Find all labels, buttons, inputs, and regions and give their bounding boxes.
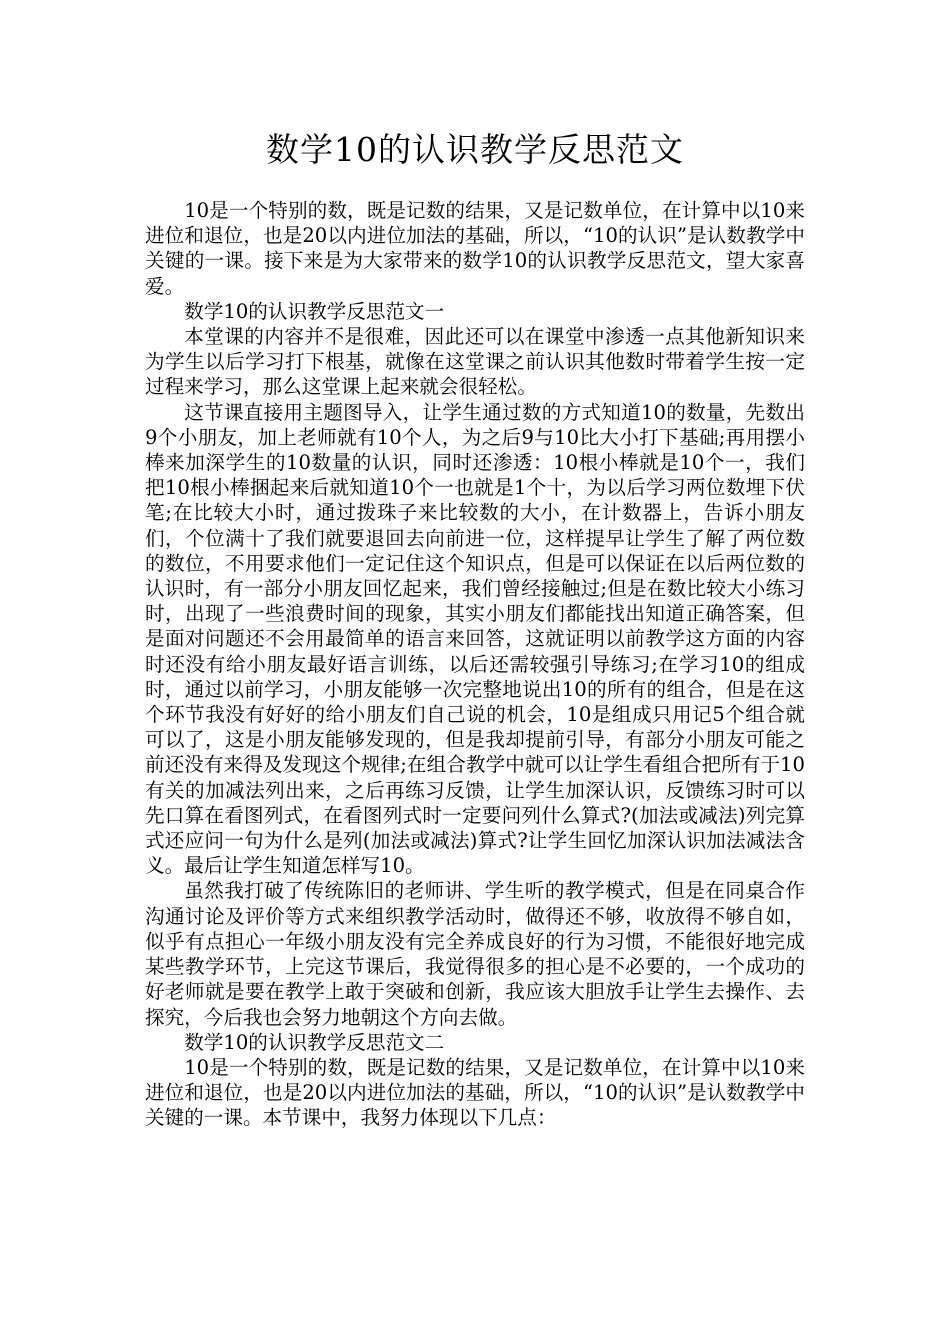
- section-one-paragraph-3: 虽然我打破了传统陈旧的老师讲、学生听的教学模式，但是在同桌合作沟通讨论及评价等方式来组织教学活动时，做得还不够，收放得不够自如，似乎有点担心一年级小朋友没有完全养成良好的行为习惯，不能很好地完成某些教学环节，上完这节课后，我觉得很多的担心是不必要的，一个成功的好老师就是要在教学上敢于突破和创新，我应该大胆放手让学生去操作、去探究，今后我也会努力地朝这个方向去做。: [145, 879, 805, 1029]
- document-title: 数学10的认识教学反思范文: [266, 130, 684, 169]
- section-one-paragraph-2: 这节课直接用主题图导入，让学生通过数的方式知道10的数量，先数出9个小朋友，加上老师就有10个人，为之后9与10比大小打下基础;再用摆小棒来加深学生的10数量的认识，同时还渗透：10根小棒就是10个一，我们把10根小棒捆起来后就知道10个一也就是1个十，为以后学习两位数埋下伏笔;在比较大小时，通过拨珠子来比较数的大小，在计数器上，告诉小朋友们，个位满十了我们就要退回去向前进一位，这样提早让学生了解了两位数的数位，不用要求他们一定记住这个知识点，但是可以保证在以后两位数的认识时，有一部分小朋友回忆起来，我们曾经接触过;但是在数比较大小练习时，出现了一些浪费时间的现象，其实小朋友们都能找出知道正确答案，但是面对问题还不会用最简单的语言来回答，这就证明以前教学这方面的内容时还没有给小朋友最好语言训练，以后还需较强引导练习;在学习10的组成时，通过以前学习，小朋友能够一次完整地说出10的所有的组合，但是在这个环节我没有好好的给小朋友们自己说的机会，10是组成只用记5个组合就可以了，这是小朋友能够发现的，但是我却提前引导，有部分小朋友可能之前还没有来得及发现这个规律;在组合教学中就可以让学生看组合把所有于10有关的加减法列出来，之后再练习反馈，让学生加深认识，反馈练习时可以先口算在看图列式，在看图列式时一定要问列什么算式?(加法或减法)列完算式还应问一句为什么是列(加法或减法)算式?让学生回忆加深认识加法减法含义。最后让学生知道怎样写10。: [145, 400, 805, 878]
- section-one-paragraph-1: 本堂课的内容并不是很难，因此还可以在课堂中渗透一点其他新知识来为学生以后学习打下根基，就像在这堂课之前认识其他数时带着学生按一定过程来学习，那么这堂课上起来就会很轻松。: [145, 325, 805, 399]
- section-two-paragraph-1: 10是一个特别的数，既是记数的结果，又是记数单位，在计算中以10来进位和退位，也是20以内进位加法的基础，所以，“10的认识”是认数教学中关键的一课。本节课中，我努力体现以下几点：: [145, 1055, 805, 1130]
- section-one-heading: 数学10的认识教学反思范文一: [184, 299, 445, 323]
- document-page: [145, 128, 805, 1131]
- section-two-heading: 数学10的认识教学反思范文二: [184, 1030, 445, 1054]
- intro-paragraph: 10是一个特别的数，既是记数的结果，又是记数单位，在计算中以10来进位和退位，也是20以内进位加法的基础，所以，“10的认识”是认数教学中关键的一课。接下来是为大家带来的数学10的认识教学反思范文，望大家喜爱。: [145, 199, 805, 298]
